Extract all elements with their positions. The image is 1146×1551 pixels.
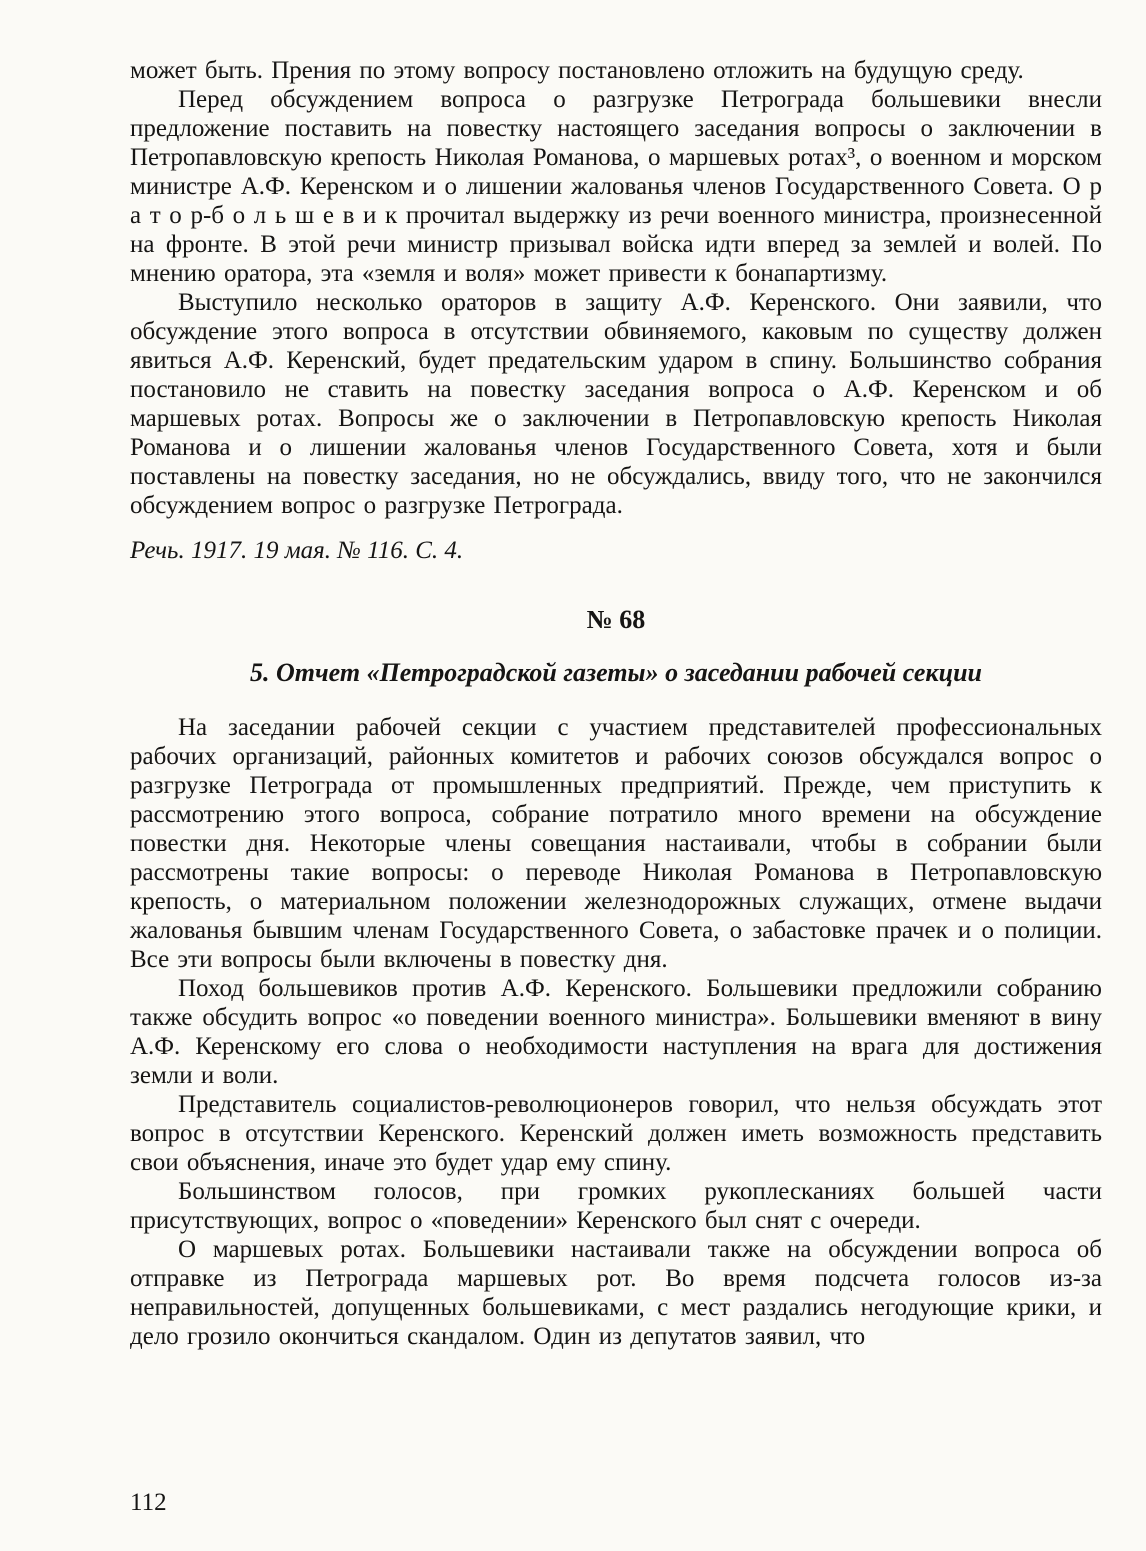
- document-title: 5. Отчет «Петроградской газеты» о заседании рабочей секции: [250, 658, 982, 687]
- paragraph: может быть. Прения по этому вопросу постановлено отложить на будущую среду.: [130, 57, 1024, 84]
- document-68-section: [130, 605, 1102, 1351]
- paragraph: Выступило несколько ораторов в защиту А.Ф. Керенского. Они заявили, что обсуждение этого вопроса в отсутствии обвиняемого, каковым по существу должен явиться А.Ф. Керенский, будет предательским ударом в спину. Большинство собрания постановило не ставить на повестку заседания вопроса о А.Ф. Керенском и об маршевых ротах. Вопросы же о заключении в Петропавловскую крепость Николая Романова и о лишении жалованья членов Государственного Совета, хотя и были поставлены на повестку заседания, но не обсуждались, ввиду того, что не закончился обсуждением вопрос о разгрузке Петрограда.: [130, 289, 1102, 519]
- paragraph: Представитель социалистов-революционеров говорил, что нельзя обсуждать этот вопрос в отсутствии Керенского. Керенский должен иметь возможность представить свои объяснения, иначе это будет удар ему спину.: [130, 1091, 1102, 1176]
- page-number: 112: [130, 1489, 167, 1516]
- document-number-heading: № 68: [586, 605, 646, 634]
- document-67-section: [130, 56, 1102, 565]
- paragraph: Поход большевиков против А.Ф. Керенского. Большевики предложили собранию также обсудить вопрос «о поведении военного министра». Большевики вменяют в вину А.Ф. Керенскому его слова о необходимости наступления на врага для достижения земли и воли.: [130, 975, 1102, 1089]
- paragraph: О маршевых ротах. Большевики настаивали также на обсуждении вопроса об отправке из Петрограда маршевых рот. Во время подсчета голосов из-за неправильностей, допущенных большевиками, с мест раздались негодующие крики, и дело грозило окончиться скандалом. Один из депутатов заявил, что: [130, 1236, 1102, 1350]
- document-body: [130, 713, 1102, 1351]
- paragraph: Большинством голосов, при громких рукоплесканиях большей части присутствующих, вопрос о «поведении» Керенского был снят с очереди.: [130, 1178, 1102, 1234]
- paragraph: Перед обсуждением вопроса о разгрузке Петрограда большевики внесли предложение поставить на повестку настоящего заседания вопросы о заключении в Петропавловскую крепость Николая Романова, о маршевых ротах³, о военном и морском министре А.Ф. Керенском и о лишении жалованья членов Государственного Совета. О р а т о р-б о л ь ш е в и к прочитал выдержку из речи военного министра, произнесенной на фронте. В этой речи министр призывал войска идти вперед за землей и волей. По мнению оратора, эта «земля и воля» может привести к бонапартизму.: [130, 86, 1102, 287]
- source-citation: Речь. 1917. 19 мая. № 116. С. 4.: [130, 537, 464, 564]
- paragraph: На заседании рабочей секции с участием представителей профессиональных рабочих организаций, районных комитетов и рабочих союзов обсуждался вопрос о разгрузке Петрограда от промышленных предприятий. Прежде, чем приступить к рассмотрению этого вопроса, собрание потратило много времени на обсуждение повестки дня. Некоторые члены совещания настаивали, чтобы в собрании были рассмотрены такие вопросы: о переводе Николая Романова в Петропавловскую крепость, о материальном положении железнодорожных служащих, отмене выдачи жалованья бывшим членам Государственного Совета, о забастовке прачек и о полиции. Все эти вопросы были включены в повестку дня.: [130, 714, 1102, 973]
